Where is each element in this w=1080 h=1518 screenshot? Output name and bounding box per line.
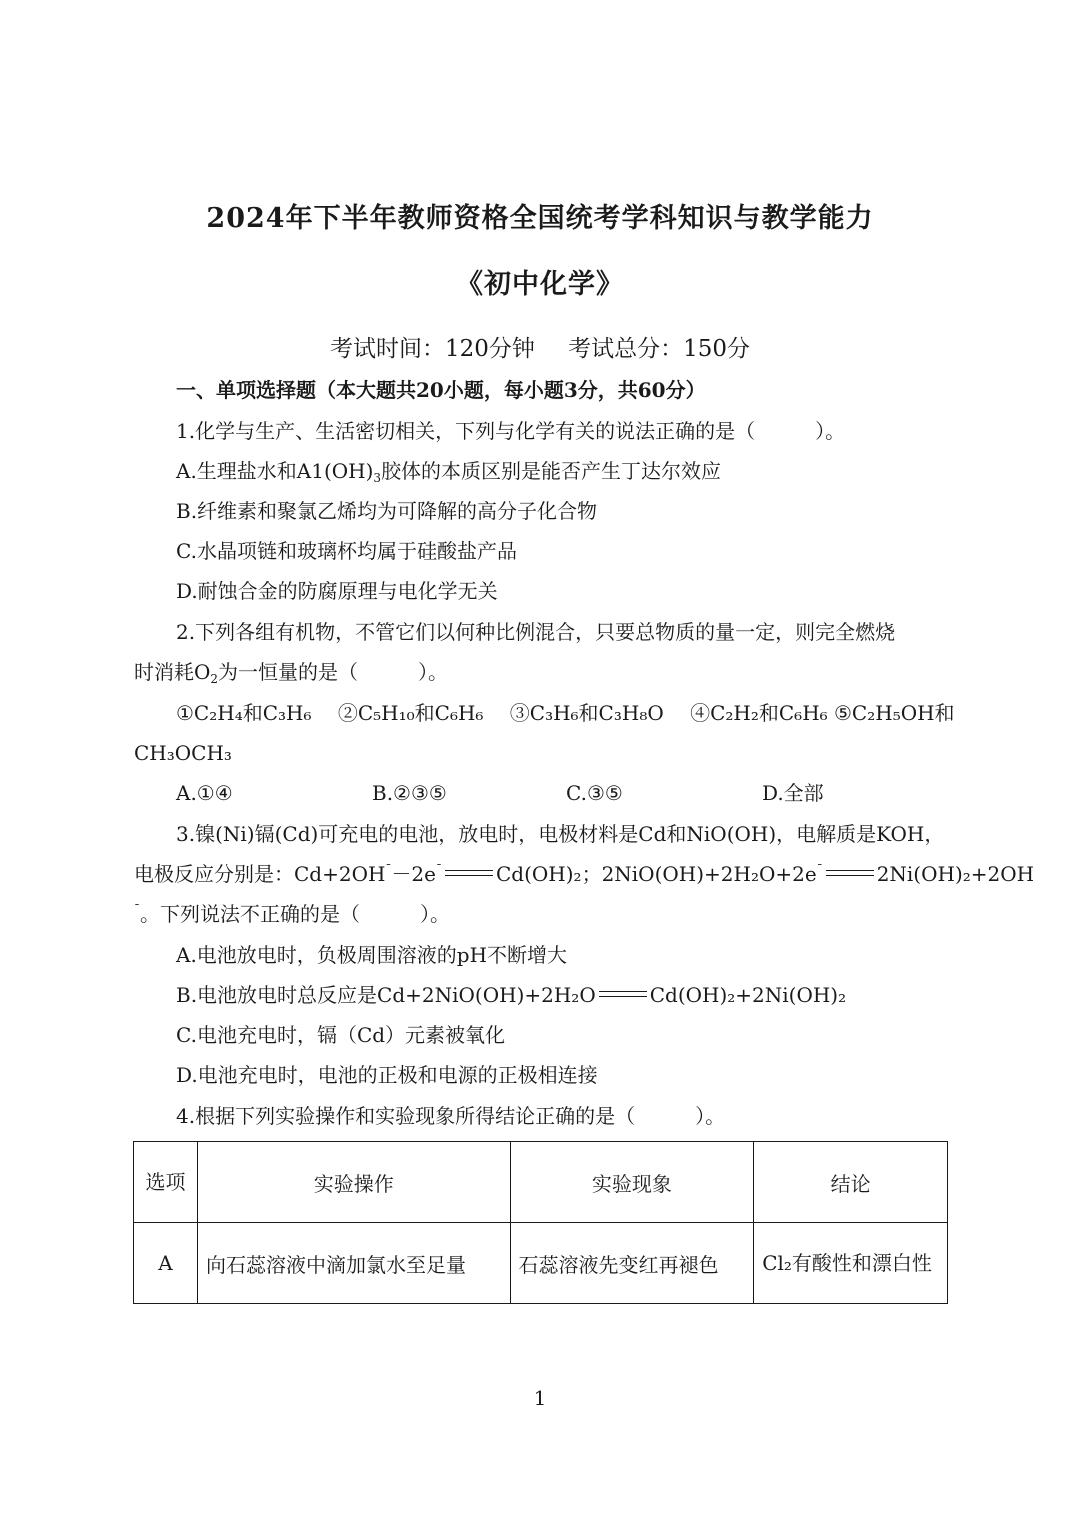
q3-minus-2: ˉ (436, 862, 442, 876)
q1-option-a-post: 胶体的本质区别是能否产生丁达尔效应 (381, 459, 722, 483)
q3-stem-line2 (134, 860, 1034, 888)
q2-option-b: B.②③⑤ (372, 781, 447, 805)
table-cell-operation: 向石蕊溶液中滴加氯水至足量 (197, 1223, 510, 1304)
section-heading: 一、单项选择题（本大题共20小题，每小题3分，共60分） (176, 378, 706, 402)
page-title: 2024年下半年教师资格全国统考学科知识与教学能力 (206, 203, 874, 234)
q2-stem-line2-pre: 时消耗O (134, 660, 211, 684)
table-header-phenomenon: 实验现象 (510, 1142, 754, 1223)
q1-option-a-pre: A.生理盐水和A1(OH) (176, 459, 374, 483)
equal-sign-icon (826, 870, 874, 876)
q3-stem-line3-text: 。下列说法不正确的是（ ）。 (140, 902, 450, 926)
table-header-conclusion: 结论 (754, 1142, 948, 1223)
experiment-table (133, 1141, 948, 1304)
table-cell-conclusion: Cl₂有酸性和漂白性 (754, 1223, 948, 1304)
q4-stem: 4.根据下列实验操作和实验现象所得结论正确的是（ ）。 (176, 1104, 726, 1128)
q3-minus-3: ˉ (816, 862, 823, 876)
q3-stem-line2-a: 电极反应分别是：Cd+2OH (134, 862, 386, 886)
q3-stem-line1: 3.镍(Ni)镉(Cd)可充电的电池，放电时，电极材料是Cd和NiO(OH)，电解质是KOH， (176, 822, 945, 846)
table-cell-option: A (134, 1223, 198, 1304)
q3-option-b (176, 981, 846, 1009)
q2-options (0, 779, 1080, 807)
q2-stem-line2 (134, 658, 448, 686)
equal-sign-icon (599, 991, 647, 997)
q3-option-b-post: Cd(OH)₂+2Ni(OH)₂ (649, 983, 847, 1007)
exam-meta (0, 330, 1080, 363)
q1-option-b: B.纤维素和聚氯乙烯均为可降解的高分子化合物 (176, 499, 598, 523)
q2-stem-line2-post: 为一恒量的是（ ）。 (218, 660, 449, 684)
q3-option-c: C.电池充电时，镉（Cd）元素被氧化 (176, 1023, 506, 1047)
q3-stem-line3 (134, 900, 450, 928)
q3-stem-line2-c: Cd(OH)₂；2NiO(OH)+2H₂O+2e (496, 862, 817, 886)
page-number: 1 (533, 1386, 547, 1410)
q3-stem-line2-d: 2Ni(OH)₂+2OH (876, 862, 1035, 886)
q1-option-a-sub: 3 (373, 471, 382, 485)
q1-option-a (176, 457, 721, 485)
q2-option-c: C.③⑤ (566, 781, 623, 805)
exam-time: 考试时间：120分钟 (329, 336, 535, 362)
table-header-option: 选项 (134, 1142, 198, 1223)
q3-option-d: D.电池充电时，电池的正极和电源的正极相连接 (176, 1063, 598, 1087)
q3-minus-1: ˉ (385, 862, 392, 876)
q2-groups-line2: CH₃OCH₃ (134, 741, 232, 765)
q3-option-a: A.电池放电时，负极周围溶液的pH不断增大 (176, 943, 568, 967)
q1-stem: 1.化学与生产、生活密切相关，下列与化学有关的说法正确的是（ ）。 (176, 419, 846, 443)
q3-stem-line2-b: －2e (391, 862, 436, 886)
equal-sign-icon (445, 870, 493, 876)
q2-option-a: A.①④ (176, 781, 233, 805)
q3-option-b-pre: B.电池放电时总反应是Cd+2NiO(OH)+2H₂O (176, 983, 596, 1007)
q2-stem-line1: 2.下列各组有机物，不管它们以何种比例混合，只要总物质的量一定，则完全燃烧 (176, 620, 896, 644)
q3-minus-4: ˉ (134, 902, 140, 916)
page-subtitle: 《初中化学》 (456, 269, 624, 300)
table-header-row (134, 1142, 948, 1223)
q2-stem-line2-sub: 2 (210, 672, 219, 686)
table-cell-phenomenon: 石蕊溶液先变红再褪色 (510, 1223, 754, 1304)
q2-option-d: D.全部 (762, 781, 824, 805)
q1-option-d: D.耐蚀合金的防腐原理与电化学无关 (176, 579, 498, 603)
q2-groups-line1: ①C₂H₄和C₃H₆ ②C₅H₁₀和C₆H₆ ③C₃H₆和C₃H₈O ④C₂H₂和C₆H₆ ⑤C₂H₅OH和 (176, 701, 955, 725)
q1-option-c: C.水晶项链和玻璃杯均属于硅酸盐产品 (176, 539, 517, 563)
table-header-operation: 实验操作 (197, 1142, 510, 1223)
table-row (134, 1223, 948, 1304)
exam-score: 考试总分：150分 (568, 336, 751, 362)
